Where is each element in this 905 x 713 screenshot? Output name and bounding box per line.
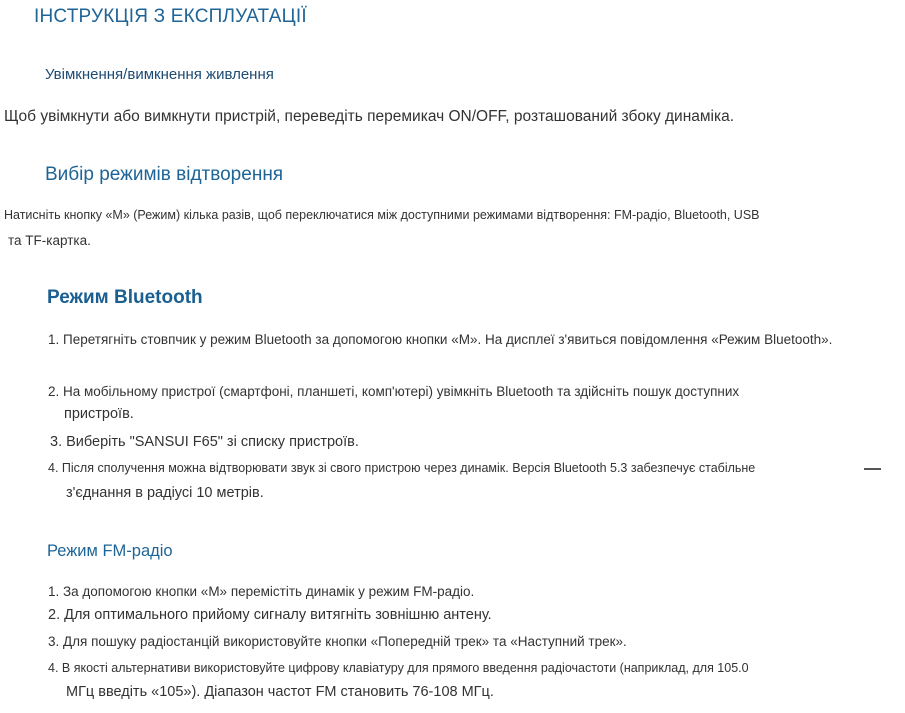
fm-item-1: 1. За допомогою кнопки «M» перемістіть динамік у режим FM-радіо. — [48, 584, 475, 599]
modes-heading: Вибір режимів відтворення — [45, 164, 284, 185]
fm-item-4-line1: 4. В якості альтернативи використовуйте цифрову клавіатуру для прямого введення радіочастоти (наприклад, для 105.0 — [48, 661, 749, 675]
fm-item-2: 2. Для оптимального прийому сигналу витягніть зовнішню антену. — [48, 607, 492, 623]
fm-item-3: 3. Для пошуку радіостанцій використовуйте кнопки «Попередній трек» та «Наступний трек». — [48, 634, 627, 649]
bluetooth-item-3: 3. Виберіть "SANSUI F65" зі списку пристроїв. — [50, 434, 359, 450]
bluetooth-item-1: 1. Перетягніть стовпчик у режим Bluetooth за допомогою кнопки «M». На дисплеї з'явиться повідомлення «Режим Bluetooth». — [48, 332, 833, 347]
fm-item-4-line2: МГц введіть «105»). Діапазон частот FM становить 76-108 МГц. — [66, 684, 494, 700]
bluetooth-heading: Режим Bluetooth — [47, 287, 203, 308]
bluetooth-item-4-line2: з'єднання в радіусі 10 метрів. — [66, 485, 264, 501]
power-heading: Увімкнення/вимкнення живлення — [45, 66, 274, 83]
power-text: Щоб увімкнути або вимкнути пристрій, переведіть перемикач ON/OFF, розташований збоку динаміка. — [4, 108, 735, 125]
fm-heading: Режим FM-радіо — [47, 542, 173, 560]
bluetooth-item-4-line1: 4. Після сполучення можна відтворювати звук зі свого пристрою через динамік. Версія Bluetooth 5.3 забезпечує стабільне — [48, 461, 756, 475]
modes-text-line1: Натисніть кнопку «M» (Режим) кілька разів, щоб переключатися між доступними режимами відтворення: FM-радіо, Bluetooth, USB — [4, 208, 760, 222]
document-title: ІНСТРУКЦІЯ З ЕКСПЛУАТАЦІЇ — [34, 6, 307, 27]
bluetooth-item-2-line2: пристроїв. — [64, 406, 134, 422]
dash-mark — [864, 468, 881, 470]
modes-text-line2: та TF-картка. — [8, 233, 91, 248]
bluetooth-item-2-line1: 2. На мобільному пристрої (смартфоні, планшеті, комп'ютері) увімкніть Bluetooth та здійсніть пошук доступних — [48, 384, 740, 399]
